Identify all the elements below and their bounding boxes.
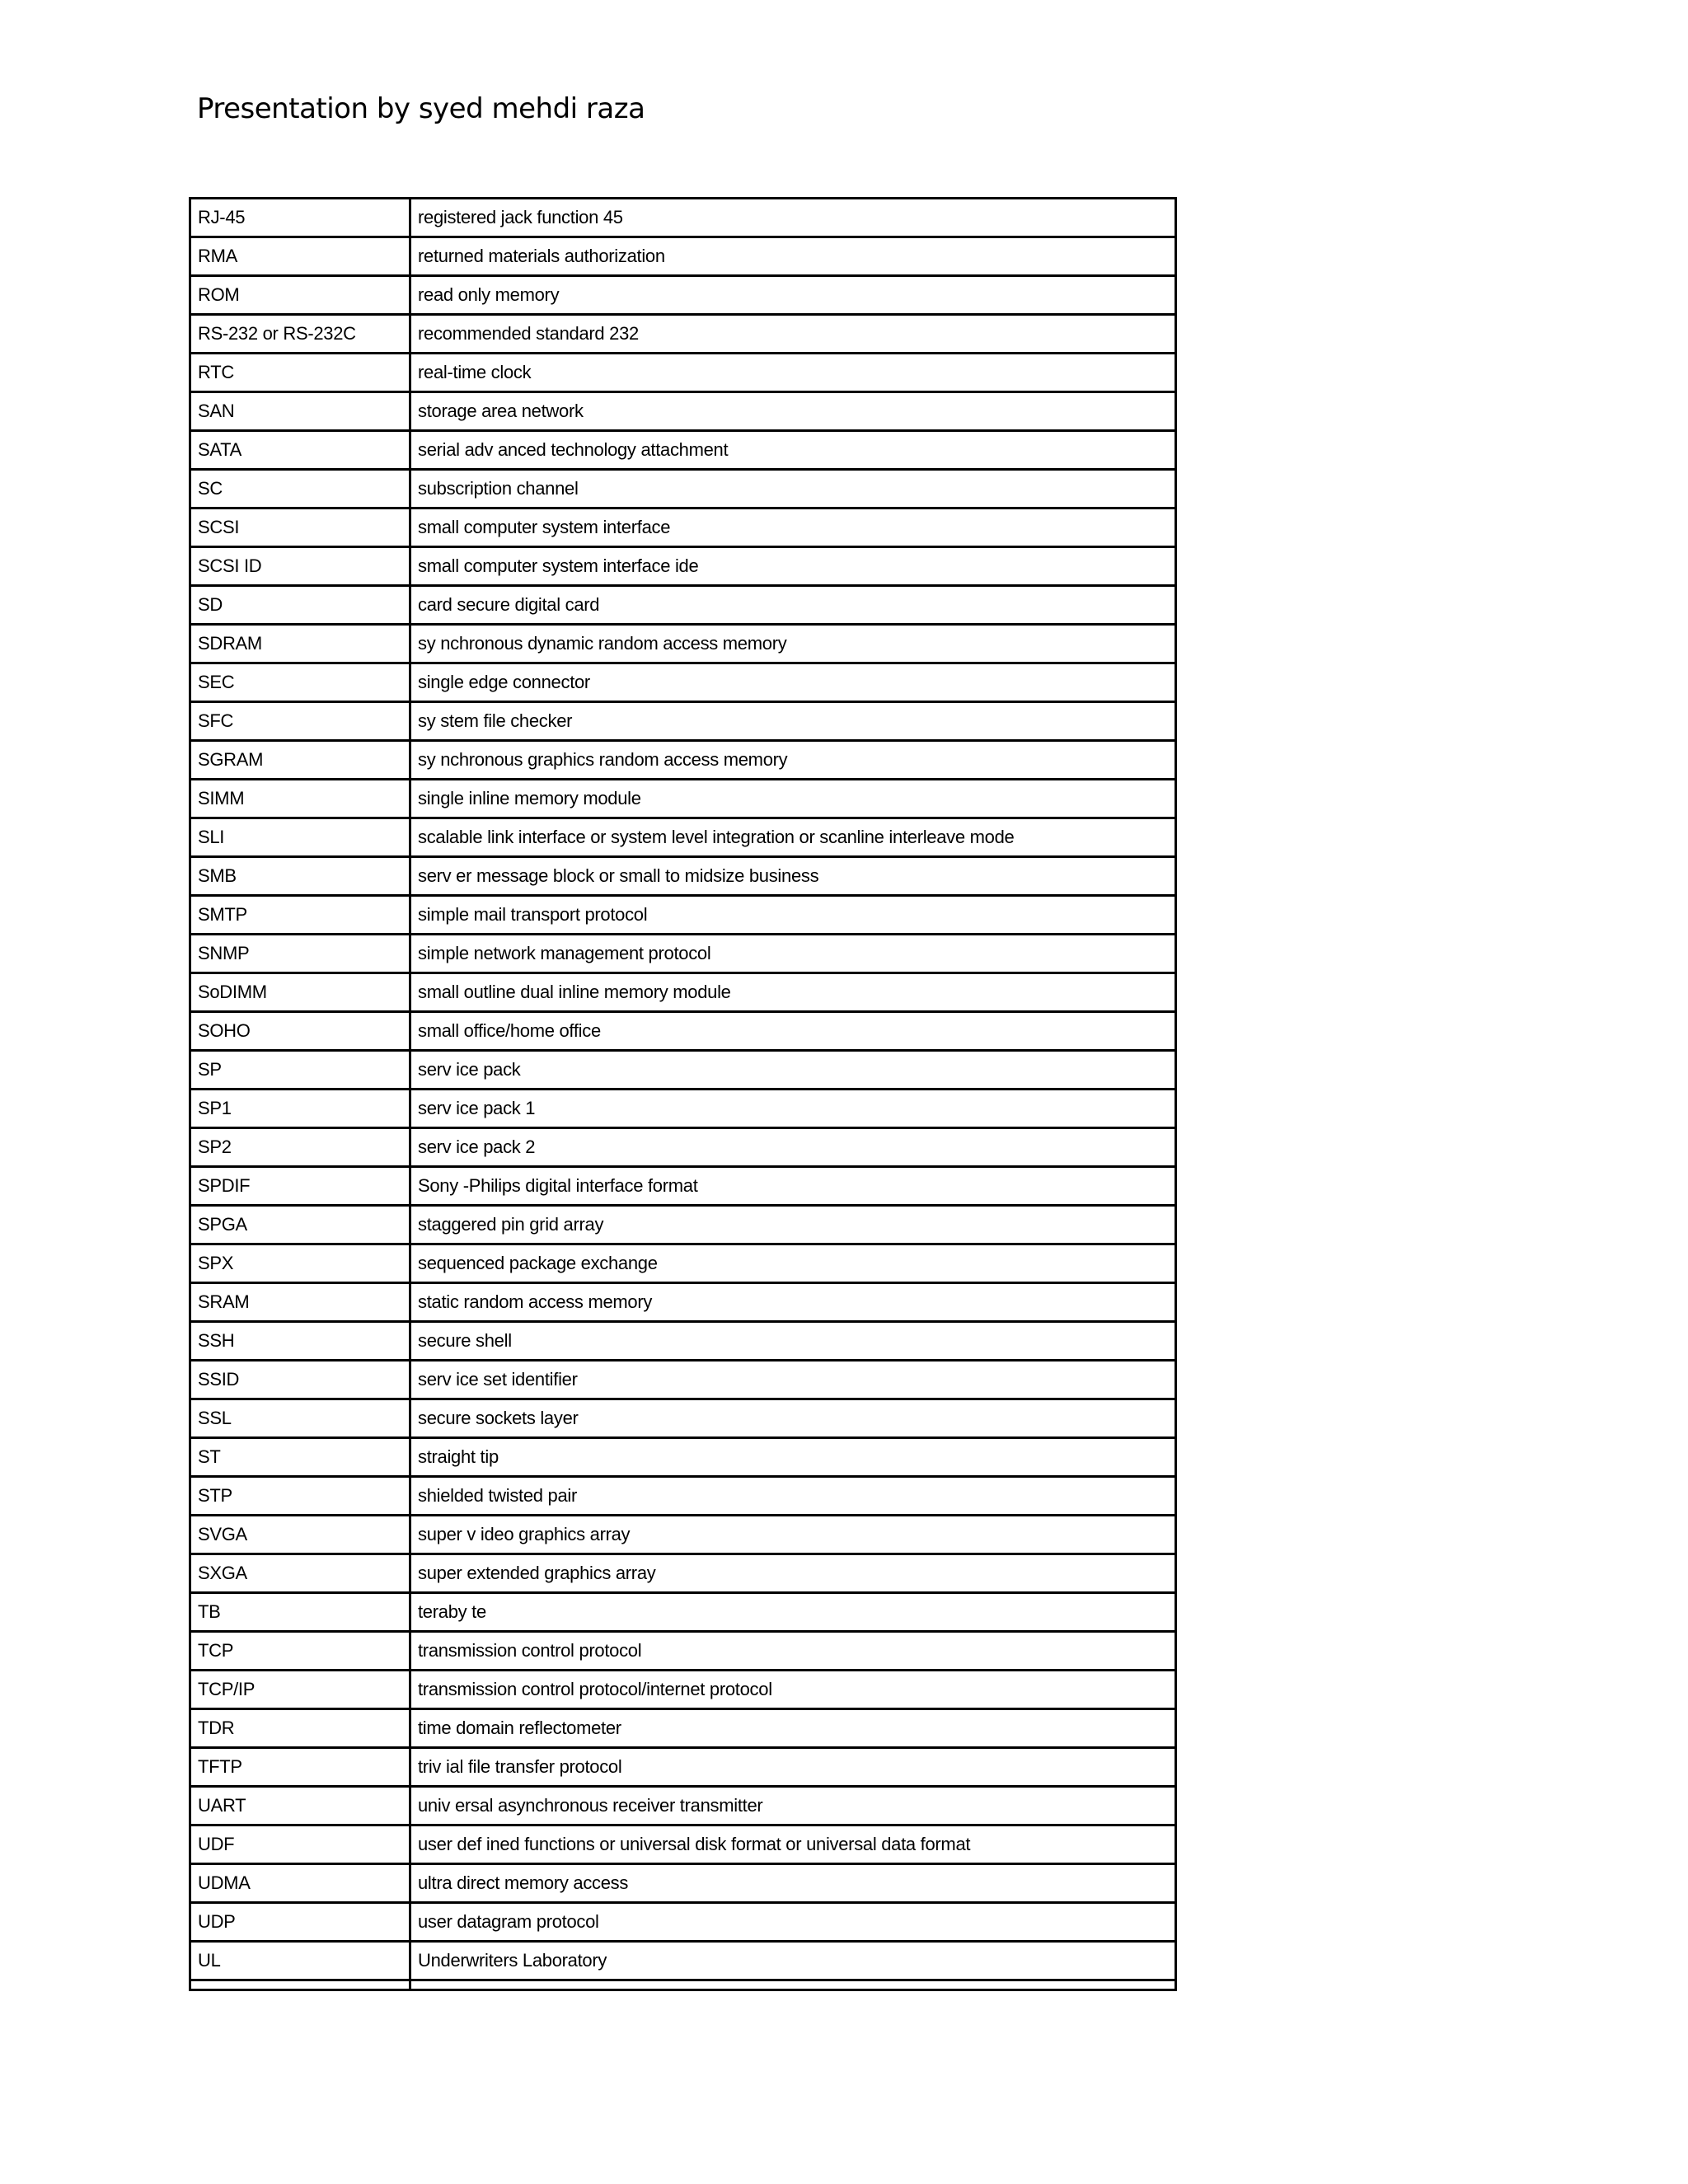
table-row: [190, 857, 1176, 896]
abbreviation-cell: SD: [190, 586, 410, 625]
empty-cell: [410, 1980, 1176, 1990]
meaning-cell: static random access memory: [410, 1283, 1176, 1322]
table-row: [190, 470, 1176, 509]
table-row: [190, 1942, 1176, 1980]
abbreviation-cell: TFTP: [190, 1748, 410, 1787]
abbreviation-cell: UDMA: [190, 1864, 410, 1903]
abbreviation-cell: TCP/IP: [190, 1671, 410, 1709]
table-row: [190, 1051, 1176, 1090]
meaning-cell: user def ined functions or universal disk format or universal data format: [410, 1825, 1176, 1864]
meaning-cell: user datagram protocol: [410, 1903, 1176, 1942]
abbreviation-cell: SP1: [190, 1090, 410, 1128]
meaning-cell: card secure digital card: [410, 586, 1176, 625]
table-row: [190, 586, 1176, 625]
table-row: [190, 1438, 1176, 1477]
table-row: [190, 1825, 1176, 1864]
table-row: [190, 1399, 1176, 1438]
meaning-cell: simple mail transport protocol: [410, 896, 1176, 935]
abbreviation-cell: SAN: [190, 392, 410, 431]
abbreviation-table-body: [190, 199, 1176, 1990]
meaning-cell: simple network management protocol: [410, 935, 1176, 973]
table-row: [190, 1864, 1176, 1903]
abbreviation-cell: TCP: [190, 1632, 410, 1671]
table-row: [190, 1244, 1176, 1283]
table-row: [190, 1593, 1176, 1632]
abbreviation-cell: SPGA: [190, 1206, 410, 1244]
meaning-cell: sy nchronous graphics random access memory: [410, 741, 1176, 780]
meaning-cell: sy stem file checker: [410, 702, 1176, 741]
meaning-cell: registered jack function 45: [410, 199, 1176, 237]
abbreviation-cell: UDP: [190, 1903, 410, 1942]
meaning-cell: subscription channel: [410, 470, 1176, 509]
abbreviation-cell: SPDIF: [190, 1167, 410, 1206]
table-row: [190, 1903, 1176, 1942]
table-row: [190, 509, 1176, 547]
table-row: [190, 1516, 1176, 1554]
abbreviation-cell: SOHO: [190, 1012, 410, 1051]
abbreviation-cell: RTC: [190, 354, 410, 392]
meaning-cell: time domain reflectometer: [410, 1709, 1176, 1748]
meaning-cell: small office/home office: [410, 1012, 1176, 1051]
abbreviation-cell: SCSI: [190, 509, 410, 547]
meaning-cell: straight tip: [410, 1438, 1176, 1477]
meaning-cell: small outline dual inline memory module: [410, 973, 1176, 1012]
empty-cell: [190, 1980, 410, 1990]
table-row: [190, 1012, 1176, 1051]
abbreviation-cell: RMA: [190, 237, 410, 276]
meaning-cell: ultra direct memory access: [410, 1864, 1176, 1903]
table-row: [190, 1167, 1176, 1206]
meaning-cell: serv ice pack 1: [410, 1090, 1176, 1128]
meaning-cell: teraby te: [410, 1593, 1176, 1632]
table-row: [190, 1206, 1176, 1244]
meaning-cell: shielded twisted pair: [410, 1477, 1176, 1516]
meaning-cell: transmission control protocol: [410, 1632, 1176, 1671]
abbreviation-cell: SSH: [190, 1322, 410, 1361]
abbreviation-cell: SLI: [190, 818, 410, 857]
abbreviation-cell: SFC: [190, 702, 410, 741]
table-row: [190, 1671, 1176, 1709]
meaning-cell: triv ial file transfer protocol: [410, 1748, 1176, 1787]
abbreviation-cell: ST: [190, 1438, 410, 1477]
abbreviation-cell: RS-232 or RS-232C: [190, 315, 410, 354]
meaning-cell: returned materials authorization: [410, 237, 1176, 276]
meaning-cell: Underwriters Laboratory: [410, 1942, 1176, 1980]
table-row: [190, 276, 1176, 315]
empty-table-row: [190, 1980, 1176, 1990]
meaning-cell: real-time clock: [410, 354, 1176, 392]
table-row: [190, 1361, 1176, 1399]
meaning-cell: transmission control protocol/internet protocol: [410, 1671, 1176, 1709]
table-row: [190, 199, 1176, 237]
meaning-cell: storage area network: [410, 392, 1176, 431]
abbreviation-cell: TB: [190, 1593, 410, 1632]
table-row: [190, 1322, 1176, 1361]
meaning-cell: serial adv anced technology attachment: [410, 431, 1176, 470]
abbreviation-cell: SSL: [190, 1399, 410, 1438]
meaning-cell: serv er message block or small to midsize business: [410, 857, 1176, 896]
table-row: [190, 1477, 1176, 1516]
table-row: [190, 663, 1176, 702]
table-row: [190, 237, 1176, 276]
abbreviation-cell: SP: [190, 1051, 410, 1090]
abbreviation-cell: SDRAM: [190, 625, 410, 663]
abbreviation-cell: SIMM: [190, 780, 410, 818]
abbreviation-cell: SMB: [190, 857, 410, 896]
abbreviation-cell: UART: [190, 1787, 410, 1825]
abbreviation-cell: SGRAM: [190, 741, 410, 780]
table-row: [190, 625, 1176, 663]
table-row: [190, 315, 1176, 354]
abbreviation-cell: ROM: [190, 276, 410, 315]
table-row: [190, 1283, 1176, 1322]
abbreviation-cell: SATA: [190, 431, 410, 470]
meaning-cell: super v ideo graphics array: [410, 1516, 1176, 1554]
table-row: [190, 1128, 1176, 1167]
table-row: [190, 741, 1176, 780]
meaning-cell: univ ersal asynchronous receiver transmitter: [410, 1787, 1176, 1825]
abbreviation-cell: SPX: [190, 1244, 410, 1283]
meaning-cell: small computer system interface ide: [410, 547, 1176, 586]
meaning-cell: serv ice set identifier: [410, 1361, 1176, 1399]
meaning-cell: scalable link interface or system level integration or scanline interleave mode: [410, 818, 1176, 857]
table-row: [190, 547, 1176, 586]
abbreviation-cell: SXGA: [190, 1554, 410, 1593]
table-row: [190, 392, 1176, 431]
abbreviation-cell: SRAM: [190, 1283, 410, 1322]
abbreviation-cell: SP2: [190, 1128, 410, 1167]
table-row: [190, 935, 1176, 973]
meaning-cell: secure sockets layer: [410, 1399, 1176, 1438]
abbreviation-cell: SEC: [190, 663, 410, 702]
abbreviation-cell: TDR: [190, 1709, 410, 1748]
table-row: [190, 354, 1176, 392]
meaning-cell: single inline memory module: [410, 780, 1176, 818]
table-row: [190, 1554, 1176, 1593]
table-row: [190, 1632, 1176, 1671]
table-row: [190, 1090, 1176, 1128]
abbreviation-cell: SVGA: [190, 1516, 410, 1554]
meaning-cell: Sony -Philips digital interface format: [410, 1167, 1176, 1206]
meaning-cell: staggered pin grid array: [410, 1206, 1176, 1244]
meaning-cell: recommended standard 232: [410, 315, 1176, 354]
page-title: Presentation by syed mehdi raza: [197, 92, 645, 125]
table-row: [190, 702, 1176, 741]
abbreviation-cell: STP: [190, 1477, 410, 1516]
abbreviation-cell: SSID: [190, 1361, 410, 1399]
abbreviation-table: [189, 197, 1177, 1991]
meaning-cell: serv ice pack 2: [410, 1128, 1176, 1167]
table-row: [190, 896, 1176, 935]
meaning-cell: sequenced package exchange: [410, 1244, 1176, 1283]
meaning-cell: small computer system interface: [410, 509, 1176, 547]
abbreviation-cell: SC: [190, 470, 410, 509]
table-row: [190, 431, 1176, 470]
table-row: [190, 780, 1176, 818]
meaning-cell: secure shell: [410, 1322, 1176, 1361]
abbreviation-cell: SMTP: [190, 896, 410, 935]
table-row: [190, 1787, 1176, 1825]
abbreviation-cell: SoDIMM: [190, 973, 410, 1012]
meaning-cell: super extended graphics array: [410, 1554, 1176, 1593]
abbreviation-cell: UDF: [190, 1825, 410, 1864]
meaning-cell: sy nchronous dynamic random access memory: [410, 625, 1176, 663]
meaning-cell: serv ice pack: [410, 1051, 1176, 1090]
table-row: [190, 1748, 1176, 1787]
meaning-cell: read only memory: [410, 276, 1176, 315]
abbreviation-cell: UL: [190, 1942, 410, 1980]
abbreviation-cell: SCSI ID: [190, 547, 410, 586]
table-row: [190, 818, 1176, 857]
abbreviation-cell: RJ-45: [190, 199, 410, 237]
table-row: [190, 973, 1176, 1012]
meaning-cell: single edge connector: [410, 663, 1176, 702]
table-row: [190, 1709, 1176, 1748]
abbreviation-cell: SNMP: [190, 935, 410, 973]
